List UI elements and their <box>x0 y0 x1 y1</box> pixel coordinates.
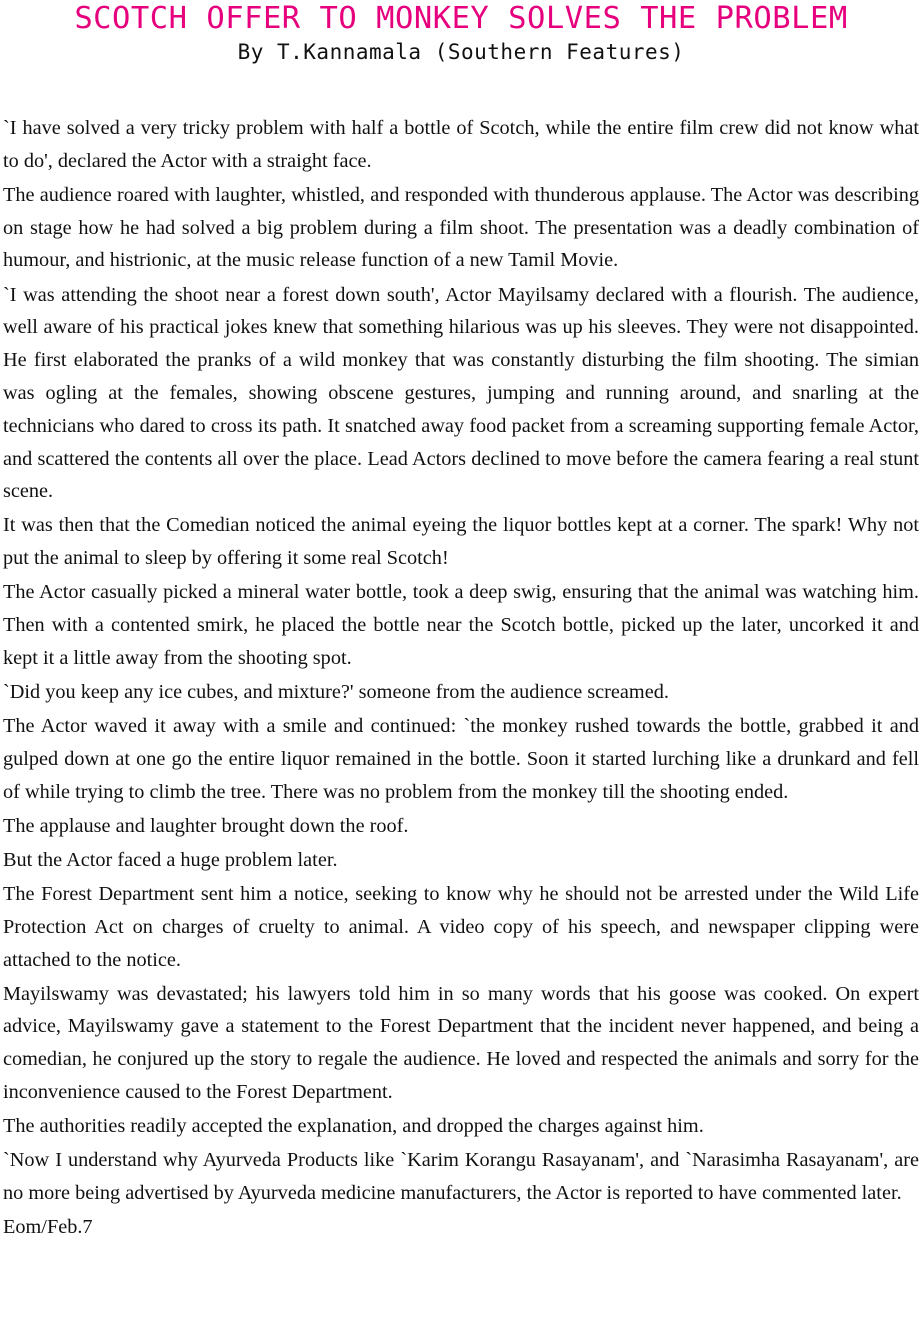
paragraph: Mayilswamy was devastated; his lawyers told him in so many words that his goose was cooked. On expert advice, Mayilswamy gave a statement to the Forest Department that the incident never happened, and being a comedian, he conjured up the story to regale the audience. He loved and respected the animals and sorry for the inconvenience caused to the Forest Department. <box>3 982 919 1104</box>
paragraph: The authorities readily accepted the explanation, and dropped the charges against him. <box>3 1115 704 1138</box>
article-byline: By T.Kannamala (Southern Features) <box>237 40 685 64</box>
paragraph: It was then that the Comedian noticed the animal eyeing the liquor bottles kept at a corner. The spark! Why not put the animal to sleep by offering it some real Scotch! <box>3 514 919 570</box>
paragraph: The audience roared with laughter, whistled, and responded with thunderous applause. The Actor was describing on stage how he had solved a big problem during a film shoot. The presentation was a deadly combination of humour, and histrionic, at the music release function of a new Tamil Movie. <box>3 183 919 272</box>
paragraph: `I have solved a very tricky problem with half a bottle of Scotch, while the entire film crew did not know what to do', declared the Actor with a straight face. <box>3 117 919 172</box>
paragraph: The applause and laughter brought down the roof. <box>3 814 409 837</box>
paragraph: `I was attending the shoot near a forest down south', Actor Mayilsamy declared with a flourish. The audience, well aware of his practical jokes knew that something hilarious was up his sleeves. They were not disappointed. He first elaborated the pranks of a wild monkey that was constantly disturbing the film shooting. The simian was ogling at the females, showing obscene gestures, jumping and running around, and snarling at the technicians who dared to cross its path. It snatched away food packet from a screaming supporting female Actor, and scattered the contents all over the place. Lead Actors declined to move before the camera fearing a real stunt scene. <box>3 283 919 503</box>
paragraph: The Forest Department sent him a notice, seeking to know why he should not be arrested under the Wild Life Protection Act on charges of cruelty to animal. A video copy of his speech, and newspaper clipping were attached to the notice. <box>3 883 919 971</box>
article-body <box>3 112 919 1210</box>
paragraph: But the Actor faced a huge problem later. <box>3 848 338 871</box>
paragraph: `Now I understand why Ayurveda Products like `Karim Korangu Rasayanam', and `Narasimha Rasayanam', are no more being advertised by Ayurveda medicine manufacturers, the Actor is reported to have commented later. <box>3 1149 919 1205</box>
paragraph: `Did you keep any ice cubes, and mixture?' someone from the audience screamed. <box>3 681 669 704</box>
paragraph: The Actor waved it away with a smile and continued: `the monkey rushed towards the bottle, grabbed it and gulped down at one go the entire liquor remained in the bottle. Soon it started lurching like a drunkard and fell of while trying to climb the tree. There was no problem from the monkey till the shooting ended. <box>3 715 919 803</box>
paragraph: The Actor casually picked a mineral water bottle, took a deep swig, ensuring that the animal was watching him. Then with a contented smirk, he placed the bottle near the Scotch bottle, picked up the later, uncorked it and kept it a little away from the shooting spot. <box>3 581 919 669</box>
article-dateline: Eom/Feb.7 <box>3 1216 93 1239</box>
article-title: SCOTCH OFFER TO MONKEY SOLVES THE PROBLEM <box>74 1 848 36</box>
